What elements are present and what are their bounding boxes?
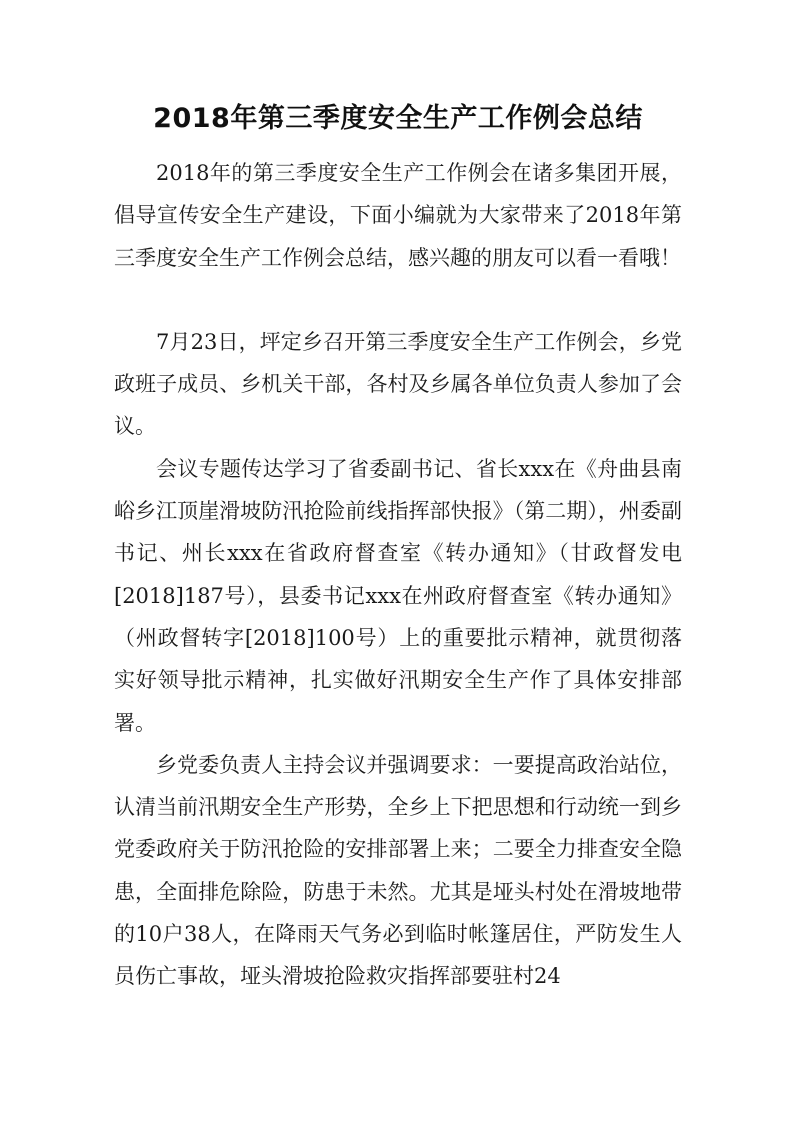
paragraph-spacer <box>114 279 682 321</box>
requirements-paragraph: 乡党委负责人主持会议并强调要求：一要提高政治站位，认清当前汛期安全生产形势，全乡上下把思想和行动统一到乡党委政府关于防汛抢险的安排部署上来；二要全力排查安全隐患，全面排危除险，防患于未然。尤其是垭头村处在滑坡地带的10户38人，在降雨天气务必到临时帐篷居住，严防发生人员伤亡事故，垭头滑坡抢险救灾指挥部要驻村24 <box>114 752 682 989</box>
document-title: 2018年第三季度安全生产工作例会总结 <box>153 103 643 134</box>
study-paragraph: 会议专题传达学习了省委副书记、省长xxx在《舟曲县南峪乡江顶崖滑坡防汛抢险前线指挥部快报》（第二期），州委副书记、州长xxx在省政府督查室《转办通知》（甘政督发电[2018]187号），县委书记xxx在州政府督查室《转办通知》（州政督转字[2018]100号）上的重要批示精神，就贯彻落实好领导批示精神，扎实做好汛期安全生产作了具体安排部署。 <box>114 456 682 735</box>
meeting-paragraph: 7月23日，坪定乡召开第三季度安全生产工作例会，乡党政班子成员、乡机关干部，各村及乡属各单位负责人参加了会议。 <box>114 329 682 439</box>
intro-paragraph: 2018年的第三季度安全生产工作例会在诸多集团开展，倡导宣传安全生产建设，下面小编就为大家带来了2018年第三季度安全生产工作例会总结，感兴趣的朋友可以看一看哦！ <box>114 161 682 270</box>
